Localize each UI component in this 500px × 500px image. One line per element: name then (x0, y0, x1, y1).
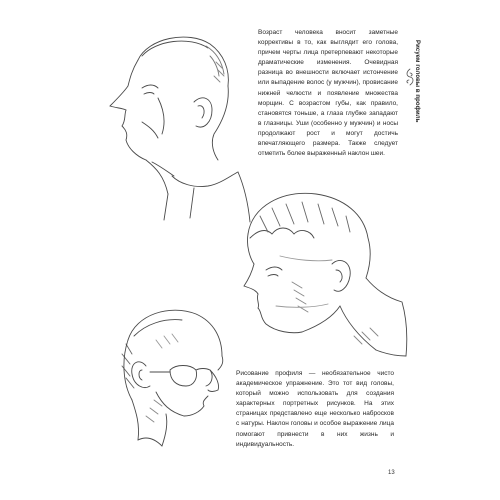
page-number: 13 (388, 470, 395, 476)
paragraph-aging-features: Возраст человека вносит заметные коррективы в то, как выглядит его голова, причем черты лица претерпевают некоторые драматические изменения. Очевидная разница во внешности включает истончение или выпадение волос (у мужчин), провисание нижней челюсти и появление множества морщин. С возрастом губы, как правило, становятся тоньше, а глаза глубже западают в глазницы. Уши (особенно у мужчин) и носы продолжают рост и могут достичь впечатляющего размера. Также следует отметить более выраженный наклон шеи. (258, 29, 398, 158)
sketch-man-with-glasses-drawing (106, 300, 236, 450)
side-title: Рисуем головы в профиль (414, 40, 420, 123)
paragraph-profile-drawing: Рисование профиля — необязательное чисто академическое упражнение. Это тот вид головы, который можно использовать для создания характерных портретных рисунков. На этих страницах представлено еще несколько набросков с натуры. Наклон головы и особое выражение лица помогают привнести в них жизнь и индивидуальность. (236, 370, 394, 448)
sketch-elderly-man-profile (98, 26, 258, 226)
sketch-man-with-glasses (106, 300, 236, 450)
sketch-elderly-man-drawing (98, 26, 258, 226)
floral-swirl-icon (403, 68, 417, 91)
sketch-young-man-profile (236, 186, 416, 366)
sketch-young-man-drawing (236, 186, 416, 366)
